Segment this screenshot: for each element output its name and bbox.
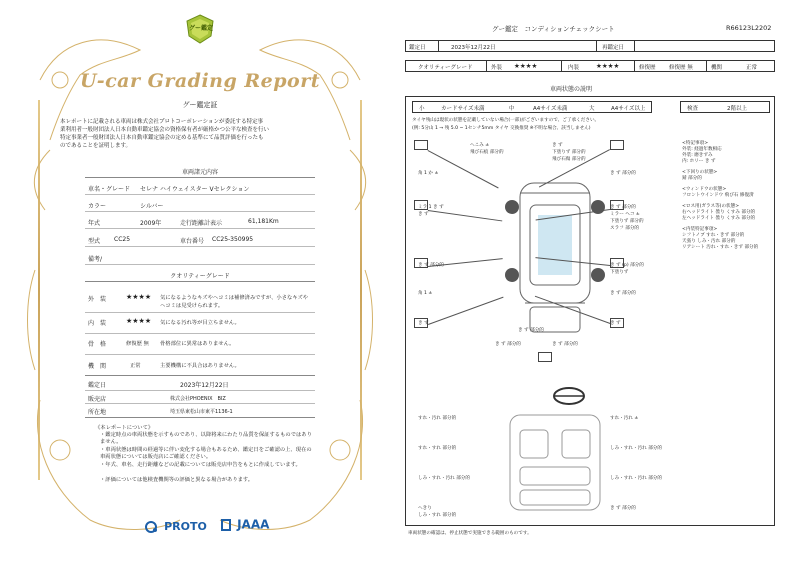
note-title: <特記事項> <box>682 141 709 146</box>
quality-interior-desc: 気になる汚れ等が目立ちません。 <box>160 320 240 326</box>
remarks-label: 備考/ <box>88 256 103 263</box>
interior-label: へきり <box>418 506 432 511</box>
inspector-label: 検査 <box>687 106 699 112</box>
quality-engine-desc: 主要機構に不具合はありません。 <box>160 363 240 369</box>
divider <box>486 61 487 71</box>
ext-label: 外装 <box>491 65 503 71</box>
damage-label: き ず 部分的 <box>495 342 521 347</box>
intro-line-1: 本レポートに記載される車両は株式会社プロトコーポレーションが委託する特定事 <box>60 119 264 125</box>
note-line: 右ヘッドライト 曇り くすみ 部分的 <box>682 210 756 215</box>
date-value: 2023年12月22日 <box>180 382 229 389</box>
size-large: 大 <box>589 106 595 112</box>
quality-grade-label: クオリティーグレード <box>418 65 473 71</box>
report-title: U-car Grading Report <box>79 70 320 92</box>
size-mid: 中 <box>509 106 515 112</box>
car-interior-diagram <box>500 405 610 515</box>
chassis-label: 車台番号 <box>180 238 205 245</box>
chassis-value: CC25-350995 <box>212 236 254 243</box>
note-3: ・年式、車名、走行距離などの記載については販売店申告をもとに作成しています。 <box>100 462 301 468</box>
divider <box>85 211 315 212</box>
proto-logo <box>145 516 207 535</box>
note-line: 外装: 磨きずみ <box>682 153 713 158</box>
date-label: 鑑定日 <box>88 382 107 389</box>
divider <box>85 246 315 247</box>
damage-marker <box>414 140 428 150</box>
steering-wheel-icon <box>552 386 586 406</box>
quality-exterior-desc: 気になるようなキズやヘコミは補修済みですが、小さなキズやヘコミは見受けられます。 <box>160 295 309 309</box>
note-line: 内: ホリー き ず <box>682 159 716 164</box>
divider <box>85 417 315 418</box>
damage-label: ミラー ヘコ ± <box>610 212 640 217</box>
type-value: CC25 <box>114 236 131 243</box>
inspect-date-value: 2023年12月22日 <box>451 45 496 51</box>
divider <box>706 61 707 71</box>
note-title: <ウィンドウの状態> <box>682 187 727 192</box>
interior-label: しみ・すれ・汚れ 部分的 <box>610 476 662 481</box>
damage-label: 角 1 か ± <box>418 171 439 176</box>
damage-label: ミラ 1 き ず <box>418 205 444 210</box>
size-mid-desc: A4サイズ未満 <box>533 106 568 112</box>
note-title: <下回りの状態> <box>682 170 718 175</box>
damage-label: へこみ ± <box>470 143 490 148</box>
damage-label: 下塗りず <box>610 270 629 275</box>
dealer-label: 販売店 <box>88 396 107 403</box>
inspector-cell <box>680 101 770 113</box>
divider <box>85 264 315 265</box>
damage-label: 下塗りず 部分的 <box>610 219 644 224</box>
damage-marker <box>610 140 624 150</box>
intro-line-4: のであることを証明します。 <box>60 143 132 149</box>
divider <box>85 312 315 313</box>
condition-check-sheet-page <box>400 0 800 566</box>
interior-label: すれ・すれ 部分的 <box>418 446 457 451</box>
year-label: 年式 <box>88 220 101 227</box>
damage-label: 飛び石痕 部分的 <box>470 150 504 155</box>
ext-stars: ★★★★ <box>514 62 538 70</box>
sheet-title: グー鑑定 コンディションチェックシート <box>492 25 615 33</box>
tire-note-2: (例: 5分山 1 → 残 5.0 ~ 1センチ5mm タイヤ 交換推奨 ※不明な場合、該当しません) <box>412 126 591 131</box>
damage-label: き ず 部分的 <box>418 263 444 268</box>
engine-value: 正常 <box>746 65 758 71</box>
damage-label: 角 1 ± <box>418 291 433 296</box>
color-value: シルバー <box>140 203 164 210</box>
model-value: セレナ ハイウェイスター Vセレクション <box>140 186 250 193</box>
quality-frame-label: 骨 格 <box>88 341 107 348</box>
date-row <box>405 40 775 52</box>
report-subtitle: グー鑑定証 <box>182 101 218 109</box>
quality-interior-label: 内 装 <box>88 320 107 327</box>
jaaa-logo <box>220 514 269 533</box>
proto-logo-text: PROTO <box>164 520 207 533</box>
condition-title: 車両状態の説明 <box>550 86 593 93</box>
footer-note: 車両状態の確認は、停止状態で実施できる範囲のものです。 <box>408 531 532 536</box>
divider <box>85 228 315 229</box>
interior-label: き ず 部分的 <box>610 506 636 511</box>
interior-label: しみ・すれ・汚れ 部分的 <box>418 476 470 481</box>
note-line: シフトノブ すれ・きず 部分的 <box>682 233 745 238</box>
color-label: カラー <box>88 203 107 210</box>
damage-label: き ず 部分的 <box>610 291 636 296</box>
damage-label: き ず <box>552 143 563 148</box>
car-top-view-diagram <box>500 175 610 340</box>
address-label: 所在地 <box>88 409 107 416</box>
size-legend <box>412 101 652 113</box>
quality-engine-label: 機 関 <box>88 363 107 370</box>
quality-exterior-label: 外 装 <box>88 296 107 303</box>
interior-label: すれ・汚れ 部分的 <box>418 416 457 421</box>
quality-frame-value: 修復歴 無 <box>126 341 149 347</box>
note-line: 天張り しみ・汚れ 部分的 <box>682 239 736 244</box>
reinspect-label: 再鑑定日 <box>602 45 625 51</box>
damage-label: 飛び石傷 部分的 <box>552 157 586 162</box>
divider <box>85 375 315 376</box>
quality-section-title: クオリティーグレード <box>170 273 230 280</box>
engine-label: 機関 <box>711 65 723 71</box>
jaaa-logo-text: JAAA <box>237 517 270 532</box>
interior-label: しみ・すれ・汚れ 部分的 <box>610 446 662 451</box>
year-value: 2009年 <box>140 220 162 227</box>
divider <box>596 41 597 51</box>
note-title: <ロス用(ガラス等)の状態> <box>682 204 740 209</box>
vehicle-section-title: 車両諸元内容 <box>181 169 218 176</box>
quality-exterior-stars: ★★★★ <box>126 293 152 301</box>
repair-value: 修復歴 無 <box>669 65 693 71</box>
intro-line-2: 業利用者一般財団法人日本自動車鑑定協会の資格保有者が厳格かつ公平な検査を行い <box>60 127 270 133</box>
damage-label: き ず 部分的 <box>610 171 636 176</box>
note-line: リアシート 汚れ・すれ・きず 部分的 <box>682 245 759 250</box>
notes-title: 《本レポートについて》 <box>95 425 154 431</box>
int-label: 内装 <box>568 65 580 71</box>
note-4: ・評価については他検査機関等の評価と異なる場合があります。 <box>100 477 254 483</box>
damage-label: スラフ 部分的 <box>610 226 640 231</box>
model-label: 車名・グレード <box>88 186 131 193</box>
note-line: フロントウインドウ 飛び石 修復済 <box>682 193 754 198</box>
quality-engine-value: 正常 <box>130 363 141 369</box>
quality-interior-stars: ★★★★ <box>126 317 152 325</box>
doc-number: R66123L2202 <box>726 24 772 32</box>
damage-label: き ず <box>610 321 621 326</box>
note-title: <内装特記事項> <box>682 227 718 232</box>
divider <box>561 61 562 71</box>
size-small: 小 <box>419 106 425 112</box>
damage-label: 下塗りず 部分的 <box>552 150 586 155</box>
interior-label: しみ・すれ 部分的 <box>418 513 457 518</box>
damage-label: き ず 部分的 <box>518 328 544 333</box>
int-stars: ★★★★ <box>596 62 620 70</box>
damage-label: き ず <box>418 321 429 326</box>
note-2: ・車両状態は時間の経過等に伴い変化する場合もあるため、鑑定日をご確認の上、現在の車両状態については販売店にご確認ください。 <box>100 447 312 460</box>
quality-row <box>405 60 775 72</box>
type-label: 型式 <box>88 238 101 245</box>
inspector-value: 2階以上 <box>727 106 747 112</box>
repair-label: 修復歴 <box>639 65 656 71</box>
note-line: 外装: 経過年数相応 <box>682 147 722 152</box>
side-notes <box>682 140 772 250</box>
damage-label: き ず 部分的 <box>610 205 636 210</box>
divider <box>85 177 315 178</box>
address-value: 埼玉県東松山市東平1136-1 <box>170 409 233 415</box>
divider <box>634 61 635 71</box>
divider <box>438 41 439 51</box>
inspect-date-label: 鑑定日 <box>409 45 426 51</box>
divider <box>85 390 315 391</box>
damage-marker <box>538 352 552 362</box>
intro-line-3: 特定事業者一般財団法人日本自動車鑑定協会の定める基準にて品質評価を行ったも <box>60 135 264 141</box>
interior-label: すれ・汚れ ± <box>610 416 639 421</box>
damage-label: き ず <box>418 212 429 217</box>
divider <box>85 354 315 355</box>
tire-note: タイヤ残山は現状の状態を記載していない場合(一部)がございますので、ご了承ください。 <box>412 118 600 123</box>
size-large-desc: A4サイズ以上 <box>611 106 646 112</box>
badge-text: グー鑑定 <box>189 25 214 32</box>
damage-label: き ず (p) 部分的 <box>610 263 644 268</box>
mileage-label: 走行距離計表示 <box>180 220 223 227</box>
note-line: 左ヘッドライト 曇り くすみ 部分的 <box>682 216 756 221</box>
goo-badge-logo <box>186 14 214 44</box>
divider <box>85 403 315 404</box>
divider <box>85 281 315 282</box>
divider <box>85 194 315 195</box>
mileage-value: 61,181Km <box>248 218 279 225</box>
damage-label: き ず 部分的 <box>552 342 578 347</box>
note-line: 錆 部分的 <box>682 176 702 181</box>
divider <box>85 333 315 334</box>
quality-frame-desc: 骨格部位に異常はありません。 <box>160 341 235 347</box>
note-1: ・鑑定時点の車両状態を示すものであり、以降将来にわたり品質を保証するものではありません。 <box>100 432 312 445</box>
dealer-value: 株式会社PHOENIX BIZ <box>170 396 226 402</box>
divider <box>634 41 635 51</box>
size-small-desc: カードサイズ未満 <box>441 106 485 112</box>
